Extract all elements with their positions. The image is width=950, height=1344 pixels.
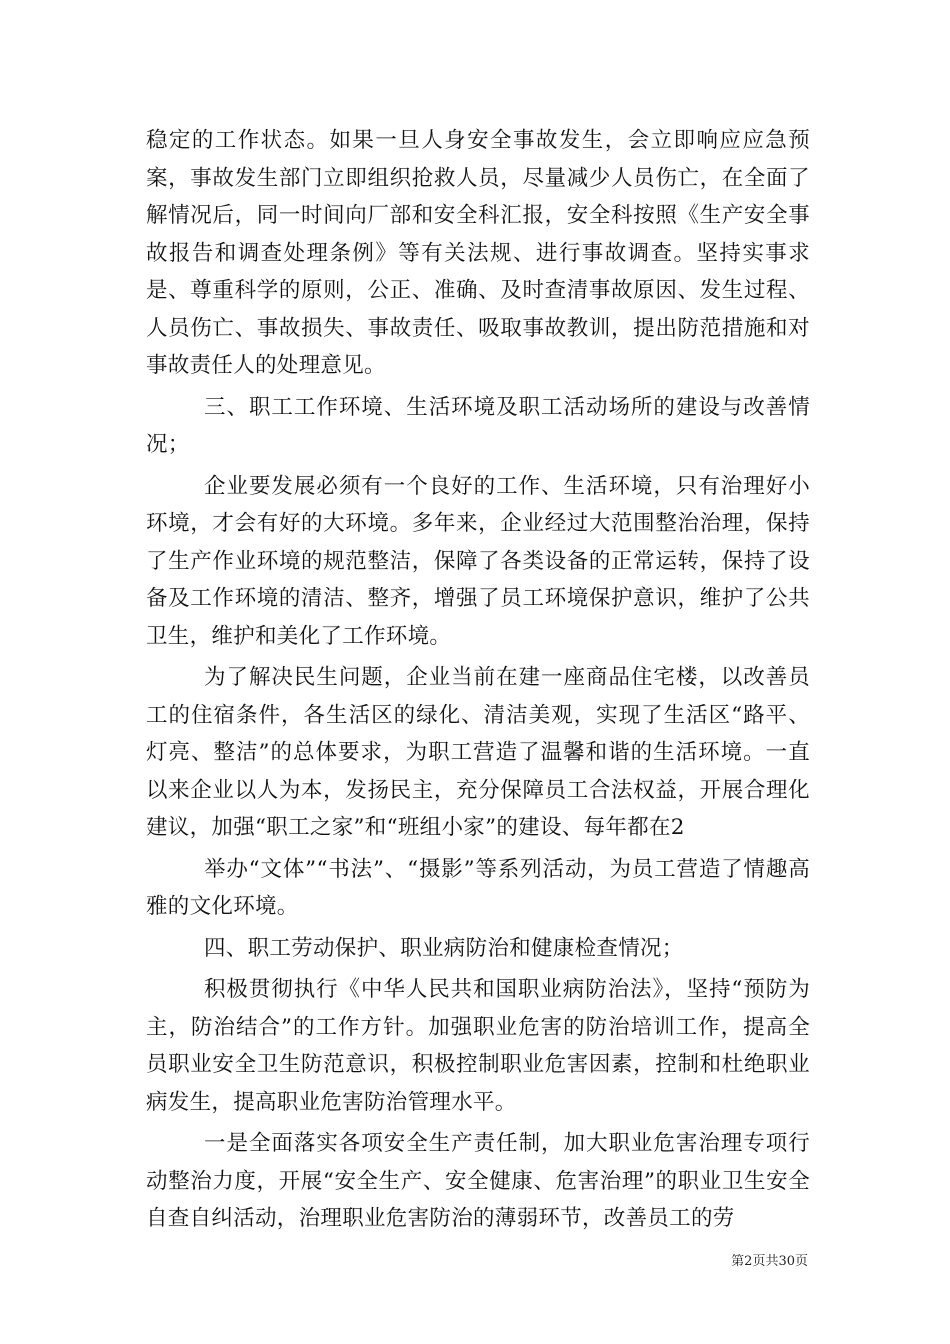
paragraph-environment-improvement: 企业要发展必须有一个良好的工作、生活环境，只有治理好小环境，才会有好的大环境。多年来，企业经过大范围整治治理，保持了生产作业环境的规范整洁，保障了各类设备的正常运转，保持了设备及工作环境的清洁、整齐，增强了员工环境保护意识，维护了公共卫生，维护和美化了工作环境。 bbox=[146, 473, 810, 649]
paragraph-living-environment: 为了解决民生问题，企业当前在建一座商品住宅楼，以改善员工的住宿条件，各生活区的绿化、清洁美观，实现了生活区“路平、灯亮、整洁”的总体要求，为职工营造了温馨和谐的生活环境。一直以来企业以人为本，发扬民主，充分保障员工合法权益，开展合理化建议，加强“职工之家”和“班组小家”的建设、每年都在2 bbox=[146, 665, 810, 840]
document-body bbox=[146, 122, 810, 1238]
paragraph-occupational-disease: 积极贯彻执行《中华人民共和国职业病防治法》，坚持“预防为主，防治结合”的工作方针。加强职业危害的防治培训工作，提高全员职业安全卫生防范意识，积极控制职业危害因素，控制和杜绝职业病发生，提高职业危害防治管理水平。 bbox=[146, 977, 810, 1115]
section-heading-labor-protection: 四、职工劳动保护、职业病防治和健康检查情况； bbox=[204, 935, 684, 961]
paragraph-safety-responsibility: 一是全面落实各项安全生产责任制，加大职业危害治理专项行动整治力度，开展“安全生产、安全健康、危害治理”的职业卫生安全自查自纠活动，治理职业危害防治的薄弱环节，改善员工的劳 bbox=[146, 1131, 810, 1231]
page-number: 第2页共30页 bbox=[731, 1254, 808, 1269]
paragraph-cultural-activities: 举办“文体”“书法”、“摄影”等系列活动，为员工营造了情趣高雅的文化环境。 bbox=[146, 856, 810, 919]
section-heading-work-environment: 三、职工工作环境、生活环境及职工活动场所的建设与改善情况； bbox=[146, 394, 810, 457]
paragraph-accident-response: 稳定的工作状态。如果一旦人身安全事故发生，会立即响应应急预案，事故发生部门立即组织抢救人员，尽量减少人员伤亡，在全面了解情况后，同一时间向厂部和安全科汇报，安全科按照《生产安全事故报告和调查处理条例》等有关法规、进行事故调查。坚持实事求是、尊重科学的原则，公正、准确、及时查清事故原因、发生过程、人员伤亡、事故损失、事故责任、吸取事故教训，提出防范措施和对事故责任人的处理意见。 bbox=[146, 128, 810, 378]
